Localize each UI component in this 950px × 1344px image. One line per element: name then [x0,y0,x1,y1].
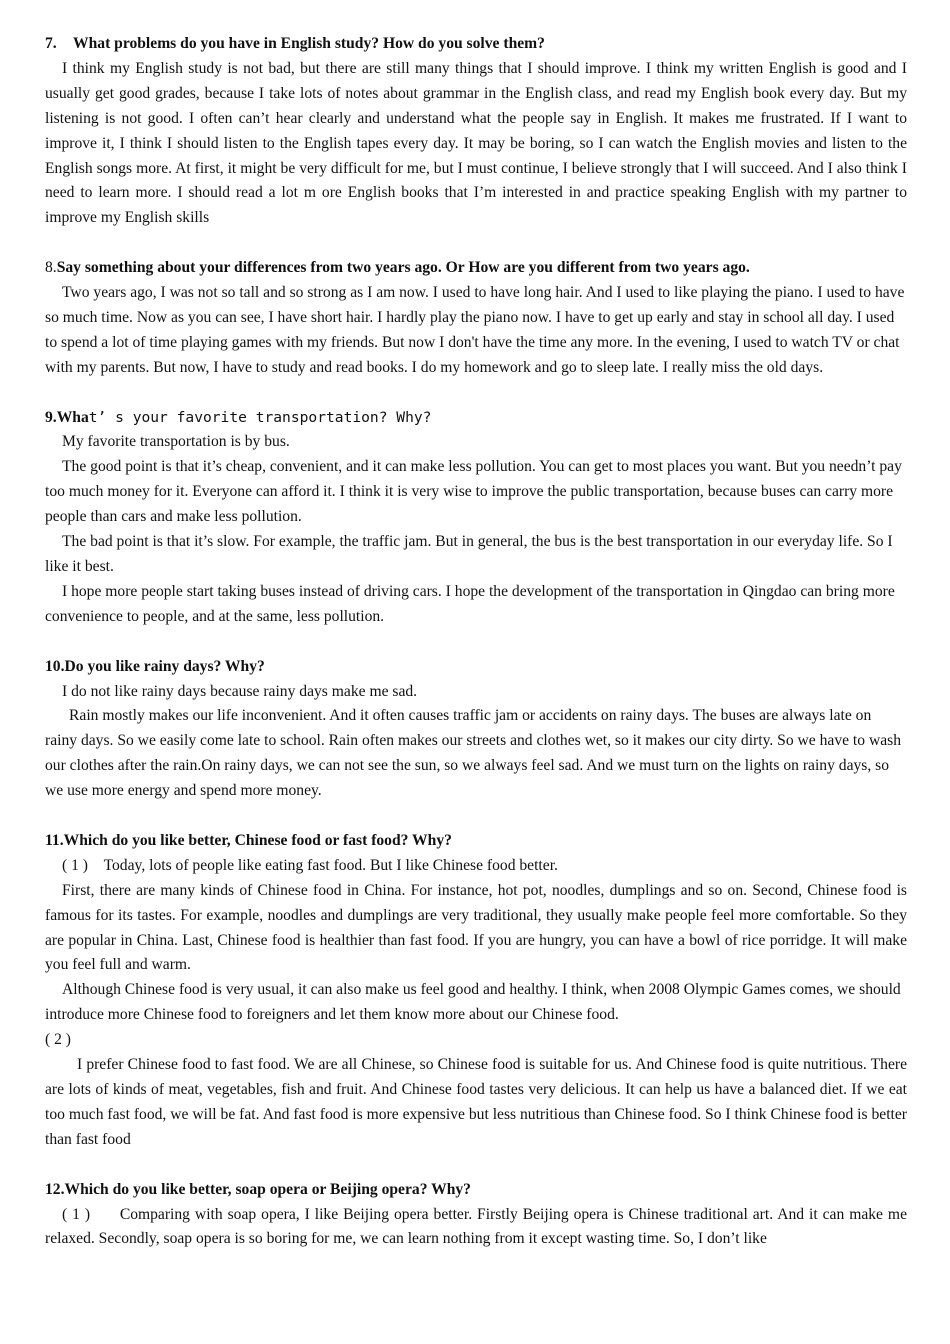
answer-paragraph: Two years ago, I was not so tall and so strong as I am now. I used to have long hair. And I used to like playing the piano. I used to have so much time. Now as you can see, I have short hair. I hardly play the piano now. I have to get up early and stay in school all day. I used to spend a lot of time playing games with my friends. But now I don't have the time any more. In the evening, I used to watch TV or chat with my parents. But now, I have to study and read books. I do my homework and go to sleep late. I really miss the old days. [45,284,905,376]
section-10 [45,655,907,804]
question-number: 8. [45,259,57,277]
question-heading: 11.Which do you like better, Chinese food or fast food? Why? [45,831,452,849]
answer-text: Comparing with soap opera, I like Beijing opera better. Firstly Beijing opera is Chinese traditional art. And it can make me relaxed. Secondly, soap opera is so boring for me, we can learn nothing from it except wasting time. So, I don’t like [45,1205,907,1248]
answer-label: ( 2 ) [45,1031,71,1049]
question-text: What problems do you have in English study? How do you solve them? [73,35,545,52]
answer-paragraph: I think my English study is not bad, but there are still many things that I should improve. I think my written English is good and I usually get good grades, because I take lots of notes about grammar in the English class, and read my English book every day. But my listening is not good. I often can’t hear clearly and understand what the people say in English. It makes me frustrated. If I want to improve it, I think I should listen to the English tapes every day. It may be boring, so I can watch the English movies and listen to the English songs more. At first, it might be very difficult for me, but I must continue, I believe strongly that I will succeed. And I also think I need to learn more. I should read a lot m ore English books that I’m interested in and practice speaking English with my partner to improve my English skills [45,59,907,227]
question-heading [45,256,907,281]
answer-intro [45,854,907,879]
answer-paragraph: I do not like rainy days because rainy days make me sad. [62,682,418,700]
answer-label: ( 1 ) [62,856,88,874]
question-heading [45,406,907,431]
question-heading [45,32,907,57]
section-12 [45,1178,907,1253]
question-heading: 10.Do you like rainy days? Why? [45,657,265,675]
section-7 [45,32,907,231]
spacer [45,804,907,829]
question-text: Say something about your differences from two years ago. Or How are you different from two years ago. [56,259,750,277]
section-8 [45,256,907,381]
answer-paragraph [45,1203,907,1253]
answer-intro-text: Today, lots of people like eating fast food. But I like Chinese food better. [103,856,558,874]
question-text-bold: 9.Wha [45,408,89,426]
answer-paragraph: I hope more people start taking buses instead of driving cars. I hope the development of the transportation in Qingdao can bring more convenience to people, and at the same, less pollution. [45,582,895,625]
answer-paragraph: The good point is that it’s cheap, convenient, and it can make less pollution. You can get to most places you want. But you needn’t pay too much money for it. Everyone can afford it. I think it is very wise to improve the public transportation, because buses can carry more people than cars and make less pollution. [45,458,902,526]
answer-paragraph: I prefer Chinese food to fast food. We are all Chinese, so Chinese food is suitable for us. And Chinese food is quite nutritious. There are lots of kinds of meat, vegetables, fish and fruit. And Chinese food tastes very delicious. It can help us have a balanced diet. If we eat too much fast food, we will be fat. And fast food is more expensive but less nutritious than Chinese food. So I think Chinese food is better than fast food [45,1056,907,1148]
answer-label: ( 1 ) [62,1205,91,1223]
spacer [45,630,907,655]
spacer [45,1153,907,1178]
document-page [45,32,907,1252]
answer-paragraph: The bad point is that it’s slow. For example, the traffic jam. But in general, the bus is the best transportation in our everyday life. So I like it best. [45,533,893,575]
spacer [45,381,907,406]
spacer [45,231,907,256]
question-number: 7. [45,35,57,52]
question-text-mono: t’ s your favorite transportation? Why? [88,408,432,426]
section-11 [45,829,907,1153]
answer-paragraph: First, there are many kinds of Chinese food in China. For instance, hot pot, noodles, dumplings and so on. Second, Chinese food is famous for its tastes. For example, noodles and dumplings are very traditional, they usually make people feel more comfortable. So they are popular in China. Last, Chinese food is healthier than fast food. If you are hungry, you can have a bowl of rice porridge. It will make you feel full and warm. [45,881,907,974]
question-heading: 12.Which do you like better, soap opera or Beijing opera? Why? [45,1180,471,1198]
section-9 [45,406,907,630]
answer-paragraph: Rain mostly makes our life inconvenient. And it often causes traffic jam or accidents on rainy days. The buses are always late on rainy days. So we easily come late to school. Rain often makes our streets and clothes wet, so it makes our city dirty. So we have to wash our clothes after the rain.On rainy days, we can not see the sun, so we always feel sad. And we must turn on the lights on rainy days, so we use more energy and spend more money. [45,707,902,800]
answer-paragraph: Although Chinese food is very usual, it can also make us feel good and healthy. I think, when 2008 Olympic Games comes, we should introduce more Chinese food to foreigners and let them know more about our Chinese food. [45,981,901,1024]
answer-paragraph: My favorite transportation is by bus. [62,433,290,451]
